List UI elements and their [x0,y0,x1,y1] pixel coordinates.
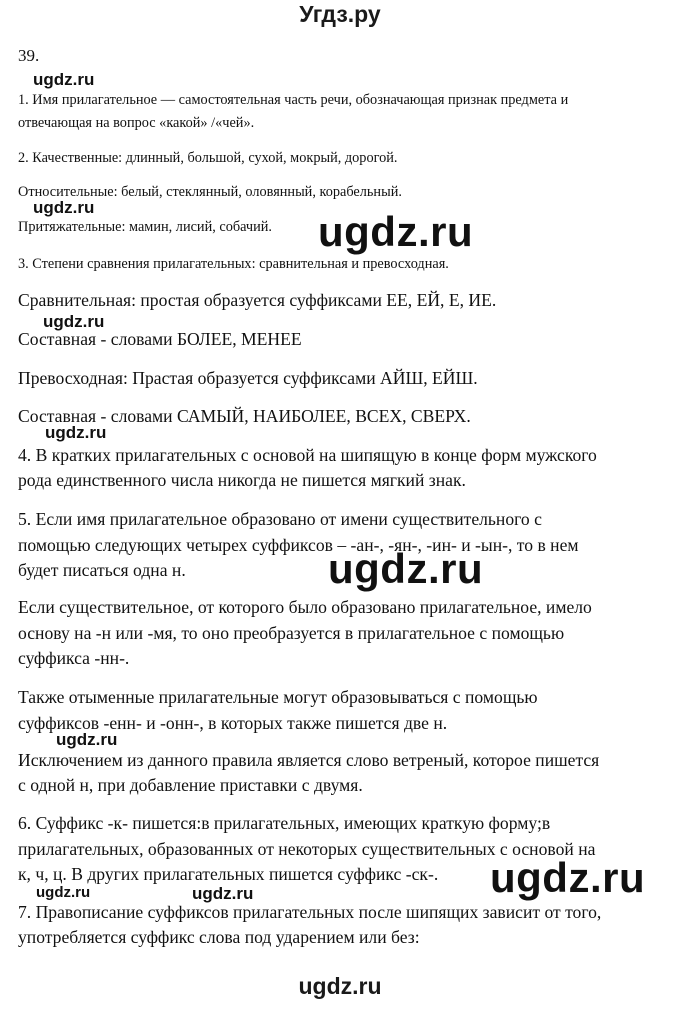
watermark-logo: ugdz.ru [56,730,118,749]
text-line: будет писаться одна н. [18,560,186,580]
watermark-logo-large: ugdz.ru [318,208,474,255]
text-line: 5. Если имя прилагательное образовано от имени существительного с [18,509,542,529]
watermark-logo-large: ugdz.ru [490,854,646,901]
text-line: 4. В кратких прилагательных с основой на шипящую в конце форм мужского [18,445,597,465]
footer-logo: ugdz.ru [298,973,382,999]
text-line: 6. Суффикс -к- пишется:в прилагательных, имеющих краткую форму;в [18,813,551,833]
text-line: Также отыменные прилагательные могут образовываться с помощью [18,687,538,707]
text-line: суффикса -нн-. [18,648,130,668]
text-line: Сравнительная: простая образуется суффиксами ЕЕ, ЕЙ, Е, ИЕ. [18,290,497,310]
text-line: к, ч, ц. В других прилагательных пишется суффикс -ск-. [18,864,439,884]
text-line: Превосходная: Прастая образуется суффиксами АЙШ, ЕЙШ. [18,368,478,388]
text-line: 3. Степени сравнения прилагательных: сравнительная и превосходная. [18,256,449,272]
watermark-logo: ugdz.ru [45,423,107,442]
text-line: отвечающая на вопрос «какой» /«чей». [18,115,255,131]
text-line: 7. Правописание суффиксов прилагательных после шипящих зависит от того, [18,902,602,922]
text-line: Исключением из данного правила является слово ветреный, которое пишется [18,750,600,770]
watermark-logo: ugdz.ru [192,884,254,903]
text-line: основу на -н или -мя, то оно преобразуется в прилагательное с помощью [18,623,565,643]
text-line: прилагательных, образованных от некоторых существительных с основой на [18,839,596,859]
site-title: Угдз.ру [299,1,381,27]
watermark-logo: ugdz.ru [36,884,91,901]
text-line: Притяжательные: мамин, лисий, собачий. [18,219,272,235]
text-line: употребляется суффикс слова под ударением или без: [18,927,420,947]
text-line: Относительные: белый, стеклянный, оловянный, корабельный. [18,184,402,200]
watermark-logo-large: ugdz.ru [328,545,484,592]
watermark-logo: ugdz.ru [33,70,95,89]
text-line: Составная - словами БОЛЕЕ, МЕНЕЕ [18,329,302,349]
text-line: Составная - словами САМЫЙ, НАИБОЛЕЕ, ВСЕХ, СВЕРХ. [18,406,471,426]
text-line: 2. Качественные: длинный, большой, сухой, мокрый, дорогой. [18,150,398,166]
exercise-number: 39. [18,46,40,65]
watermark-logo: ugdz.ru [43,312,105,331]
text-line: 1. Имя прилагательное — самостоятельная часть речи, обозначающая признак предмета и [18,92,569,108]
watermark-logo: ugdz.ru [33,198,95,217]
text-line: с одной н, при добавление приставки с двумя. [18,775,363,795]
text-line: суффиксов -енн- и -онн-, в которых также пишется две н. [18,713,448,733]
text-line: помощью следующих четырех суффиксов – -ан-, -ян-, -ин- и -ын-, то в нем [18,535,579,555]
text-line: рода единственного числа никогда не пишется мягкий знак. [18,470,466,490]
text-line: Если существительное, от которого было образовано прилагательное, имело [18,597,592,617]
